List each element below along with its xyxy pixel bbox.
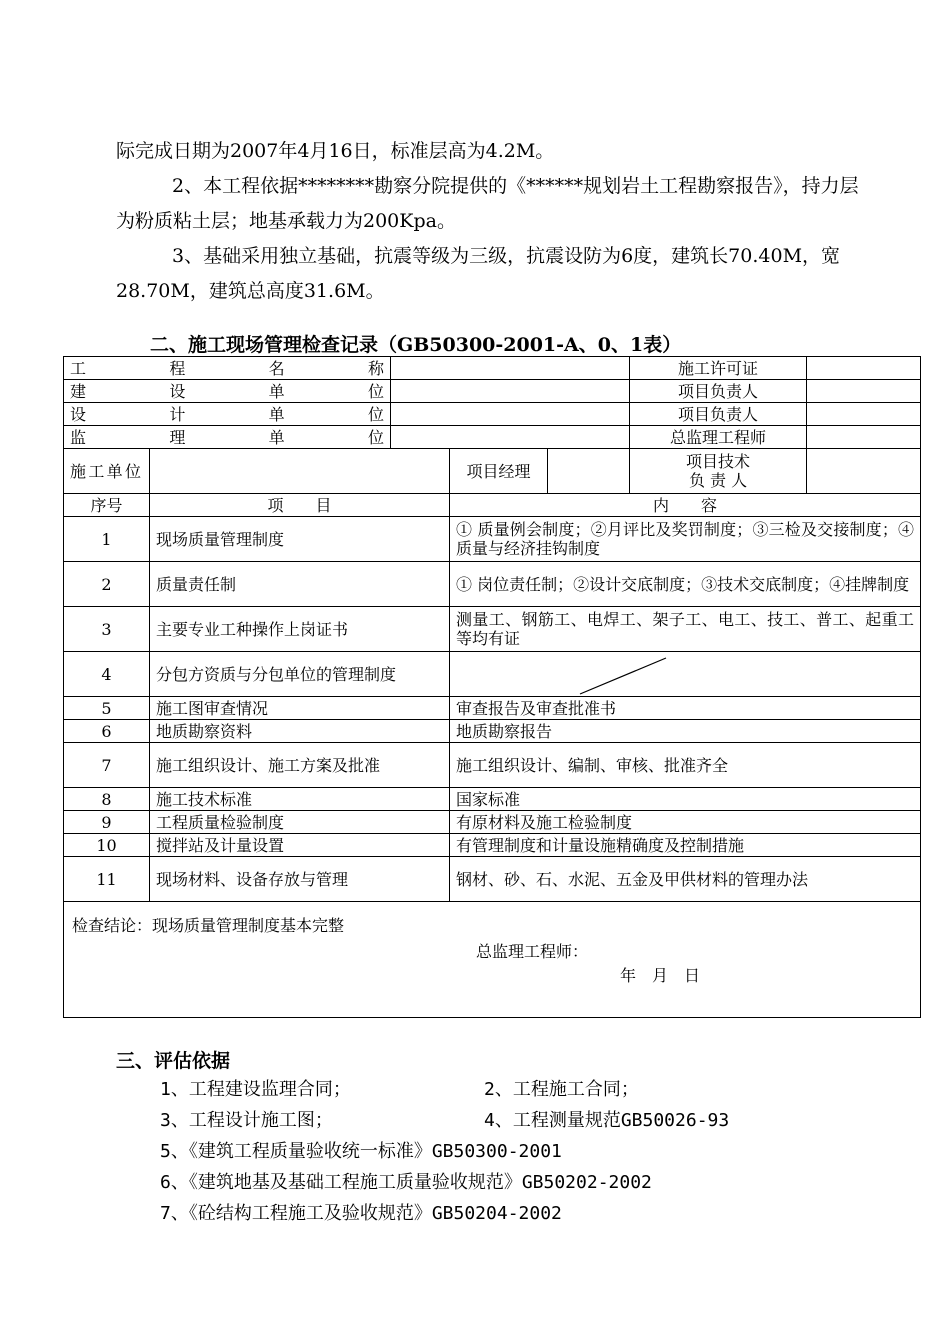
strike-slash-icon xyxy=(450,652,921,696)
row-no: 10 xyxy=(64,834,150,857)
value-design xyxy=(391,403,630,426)
row-content: 测量工、钢筋工、电焊工、架子工、电工、技工、普工、起重工等均有证 xyxy=(450,607,921,652)
row-design xyxy=(64,403,921,426)
row-content: 有原材料及施工检验制度 xyxy=(450,811,921,834)
row-item: 现场质量管理制度 xyxy=(150,517,450,562)
row-item: 施工技术标准 xyxy=(150,788,450,811)
row-no: 1 xyxy=(64,517,150,562)
row-no: 8 xyxy=(64,788,150,811)
value-chief-engineer xyxy=(807,426,921,449)
label-contractor: 施工单位 xyxy=(64,449,150,494)
row-no: 3 xyxy=(64,607,150,652)
table-row xyxy=(64,834,921,857)
label-chief-engineer: 总监理工程师 xyxy=(630,426,807,449)
row-content: 审查报告及审查批准书 xyxy=(450,697,921,720)
row-item: 施工组织设计、施工方案及批准 xyxy=(150,743,450,788)
table-row xyxy=(64,811,921,834)
row-content: 施工组织设计、编制、审核、批准齐全 xyxy=(450,743,921,788)
label-client-lead: 项目负责人 xyxy=(630,380,807,403)
row-item: 地质勘察资料 xyxy=(150,720,450,743)
label-design: 设计单位 xyxy=(64,403,391,426)
column-header-row xyxy=(64,494,921,517)
row-project-name xyxy=(64,357,921,380)
label-design-lead: 项目负责人 xyxy=(630,403,807,426)
basis-list xyxy=(160,1074,730,1229)
basis-item-7: 7、《砼结构工程施工及验收规范》GB50204-2002 xyxy=(160,1203,562,1224)
table-row xyxy=(64,607,921,652)
value-design-lead xyxy=(807,403,921,426)
header-no: 序号 xyxy=(64,494,150,517)
site-management-check-table xyxy=(63,356,921,1018)
row-content: ① 质量例会制度；②月评比及奖罚制度；③三检及交接制度；④质量与经济挂钩制度 xyxy=(450,517,921,562)
row-supervision xyxy=(64,426,921,449)
label-project-manager: 项目经理 xyxy=(450,449,548,494)
basis-item-4: 4、工程测量规范GB50026-93 xyxy=(484,1110,730,1131)
conclusion-row xyxy=(64,902,921,1018)
row-item: 主要专业工种操作上岗证书 xyxy=(150,607,450,652)
table-row xyxy=(64,743,921,788)
row-content: 国家标准 xyxy=(450,788,921,811)
paragraph-foundation: 3、基础采用独立基础，抗震等级为三级，抗震设防为6度，建筑长70.40M，宽28.70M，建筑总高度31.6M。 xyxy=(116,245,841,302)
table-row xyxy=(64,697,921,720)
conclusion-date: 年 月 日 xyxy=(620,966,701,985)
table-row xyxy=(64,857,921,902)
value-client xyxy=(391,380,630,403)
basis-item-2: 2、工程施工合同； xyxy=(484,1079,639,1100)
row-item: 质量责任制 xyxy=(150,562,450,607)
label-project-name: 工程名称 xyxy=(64,357,391,380)
label-tech-lead-line1: 项目技术 xyxy=(686,452,751,471)
row-no: 7 xyxy=(64,743,150,788)
table-row xyxy=(64,517,921,562)
row-no: 6 xyxy=(64,720,150,743)
row-item: 施工图审查情况 xyxy=(150,697,450,720)
label-tech-lead-line2: 负 责 人 xyxy=(688,471,748,490)
row-content-blank xyxy=(450,652,921,697)
header-content: 内 容 xyxy=(450,494,921,517)
conclusion-signer: 总监理工程师： xyxy=(476,942,589,961)
value-permit xyxy=(807,357,921,380)
basis-item-3: 3、工程设计施工图； xyxy=(160,1110,333,1131)
value-project-manager xyxy=(548,449,630,494)
list-item xyxy=(160,1105,730,1136)
value-project-name xyxy=(391,357,630,380)
table-row xyxy=(64,788,921,811)
row-no: 2 xyxy=(64,562,150,607)
row-content: 地质勘察报告 xyxy=(450,720,921,743)
label-supervision: 监理单位 xyxy=(64,426,391,449)
paragraph-completion-date: 际完成日期为2007年4月16日，标准层高为4.2M。 xyxy=(116,140,555,162)
row-client xyxy=(64,380,921,403)
row-contractor xyxy=(64,449,921,494)
row-content: ① 岗位责任制；②设计交底制度；③技术交底制度；④挂牌制度 xyxy=(450,562,921,607)
row-no: 4 xyxy=(64,652,150,697)
table-row xyxy=(64,652,921,697)
row-content: 有管理制度和计量设施精确度及控制措施 xyxy=(450,834,921,857)
section-2-title: 二、施工现场管理检查记录（GB50300-2001-A、0、1表） xyxy=(150,334,682,356)
row-content: 钢材、砂、石、水泥、五金及甲供材料的管理办法 xyxy=(450,857,921,902)
basis-item-1: 1、工程建设监理合同； xyxy=(160,1079,351,1100)
paragraph-geology-basis: 2、本工程依据********勘察分院提供的《******规划岩土工程勘察报告》，持力层为粉质粘土层；地基承载力为200Kpa。 xyxy=(116,175,859,232)
basis-item-6: 6、《建筑地基及基础工程施工质量验收规范》GB50202-2002 xyxy=(160,1172,652,1193)
conclusion-cell xyxy=(64,902,921,1018)
row-no: 11 xyxy=(64,857,150,902)
row-item: 现场材料、设备存放与管理 xyxy=(150,857,450,902)
row-no: 9 xyxy=(64,811,150,834)
value-supervision xyxy=(391,426,630,449)
table-row xyxy=(64,562,921,607)
list-item xyxy=(160,1074,652,1105)
row-item: 工程质量检验制度 xyxy=(150,811,450,834)
value-client-lead xyxy=(807,380,921,403)
value-tech-lead xyxy=(807,449,921,494)
table-row xyxy=(64,720,921,743)
row-item: 分包方资质与分包单位的管理制度 xyxy=(150,652,450,697)
row-item: 搅拌站及计量设置 xyxy=(150,834,450,857)
section-3-title: 三、评估依据 xyxy=(116,1050,231,1072)
header-item: 项 目 xyxy=(150,494,450,517)
label-client: 建设单位 xyxy=(64,380,391,403)
basis-item-5: 5、《建筑工程质量验收统一标准》GB50300-2001 xyxy=(160,1141,562,1162)
label-permit: 施工许可证 xyxy=(630,357,807,380)
conclusion-text: 检查结论：现场质量管理制度基本完整 xyxy=(72,916,345,935)
label-tech-lead xyxy=(630,449,807,494)
value-contractor xyxy=(150,449,450,494)
row-no: 5 xyxy=(64,697,150,720)
